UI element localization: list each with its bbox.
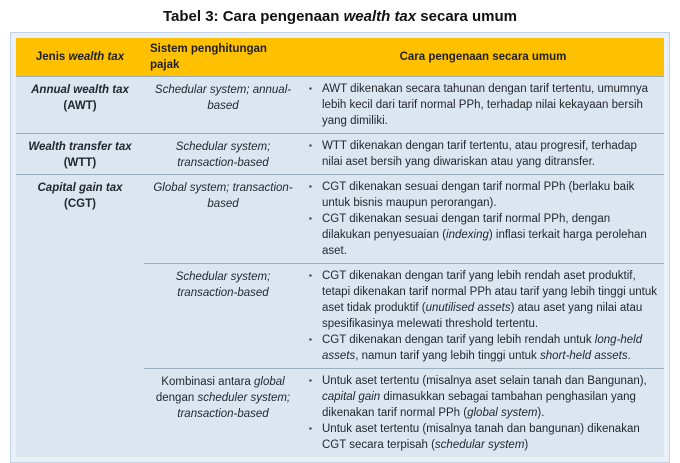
table-row-cgt-global: [16, 175, 664, 264]
header-row: [16, 38, 664, 77]
bullet-item: [302, 373, 658, 421]
column-header-jenis: Jenis wealth tax: [16, 38, 144, 77]
bullet-square-icon: ▪: [309, 424, 312, 433]
column-header-cara: Cara pengenaan secara umum: [302, 38, 664, 77]
bullet-item: [302, 138, 658, 170]
bullet-text: CGT dikenakan sesuai dengan tarif normal PPh, dengan dilakukan penyesuaian (indexing) inflasi terkait harga perolehan aset.: [322, 213, 647, 257]
cell-cara-wtt: [302, 134, 664, 175]
bullet-item: [302, 81, 658, 129]
cell-sistem-cgt-global: Global system; transaction-based: [144, 175, 302, 264]
table-row-wtt: [16, 134, 664, 175]
bullet-text: CGT dikenakan dengan tarif yang lebih rendah untuk long-held assets, namun tarif yang lebih tinggi untuk short-held assets.: [322, 334, 643, 362]
bullet-item: [302, 421, 658, 453]
bullet-square-icon: ▪: [309, 271, 312, 280]
cell-sistem-wtt: Schedular system; transaction-based: [144, 134, 302, 175]
bullet-text: CGT dikenakan sesuai dengan tarif normal PPh (berlaku baik untuk bisnis maupun perorangan).: [322, 181, 635, 209]
cell-sistem-cgt-kombinasi: Kombinasi antara global dengan scheduler system; transaction-based: [144, 369, 302, 458]
bullet-item: [302, 179, 658, 211]
bullet-square-icon: ▪: [309, 376, 312, 385]
bullet-text: Untuk aset tertentu (misalnya tanah dan bangunan) dikenakan CGT secara terpisah (schedular system): [322, 423, 640, 451]
table-row-awt: [16, 77, 664, 134]
bullet-square-icon: ▪: [309, 214, 312, 223]
table-frame: [10, 32, 670, 463]
bullet-text: Untuk aset tertentu (misalnya aset selain tanah dan Bangunan), capital gain dimasukkan sebagai tambahan penghasilan yang dikenakan tarif normal PPh (global system).: [322, 375, 647, 419]
column-header-sistem: Sistem penghitungan pajak: [144, 38, 302, 77]
page-title: Tabel 3: Cara pengenaan wealth tax secara umum: [162, 8, 518, 25]
wealth-tax-table: [16, 38, 664, 457]
bullet-item: [302, 211, 658, 259]
bullet-square-icon: ▪: [309, 335, 312, 344]
bullet-item: [302, 268, 658, 332]
bullet-item: [302, 332, 658, 364]
cell-jenis-wtt: Wealth transfer tax (WTT): [16, 134, 144, 175]
cell-sistem-awt: Schedular system; annual-based: [144, 77, 302, 134]
cell-cara-cgt-schedular: [302, 264, 664, 369]
cell-jenis-awt: Annual wealth tax (AWT): [16, 77, 144, 134]
bullet-square-icon: ▪: [309, 182, 312, 191]
cell-sistem-cgt-schedular: Schedular system; transaction-based: [144, 264, 302, 369]
cell-jenis-cgt: Capital gain tax (CGT): [16, 175, 144, 458]
cell-cara-cgt-kombinasi: [302, 369, 664, 458]
bullet-square-icon: ▪: [309, 84, 312, 93]
cell-cara-cgt-global: [302, 175, 664, 264]
cell-cara-awt: [302, 77, 664, 134]
bullet-text: CGT dikenakan dengan tarif yang lebih rendah aset produktif, tetapi dikenakan tarif normal PPh atau tarif yang lebih tinggi untuk aset tidak produktif (unutilised assets) atau aset yang nilai atau spesifikasinya melewati threshold tertentu.: [322, 270, 657, 330]
bullet-text: WTT dikenakan dengan tarif tertentu, atau progresif, terhadap nilai aset bersih yang diwariskan atau yang ditransfer.: [322, 140, 637, 168]
bullet-text: AWT dikenakan secara tahunan dengan tarif tertentu, umumnya lebih kecil dari tarif normal PPh, terhadap nilai kekayaan bersih yang dimiliki.: [322, 83, 649, 127]
bullet-square-icon: ▪: [309, 141, 312, 150]
